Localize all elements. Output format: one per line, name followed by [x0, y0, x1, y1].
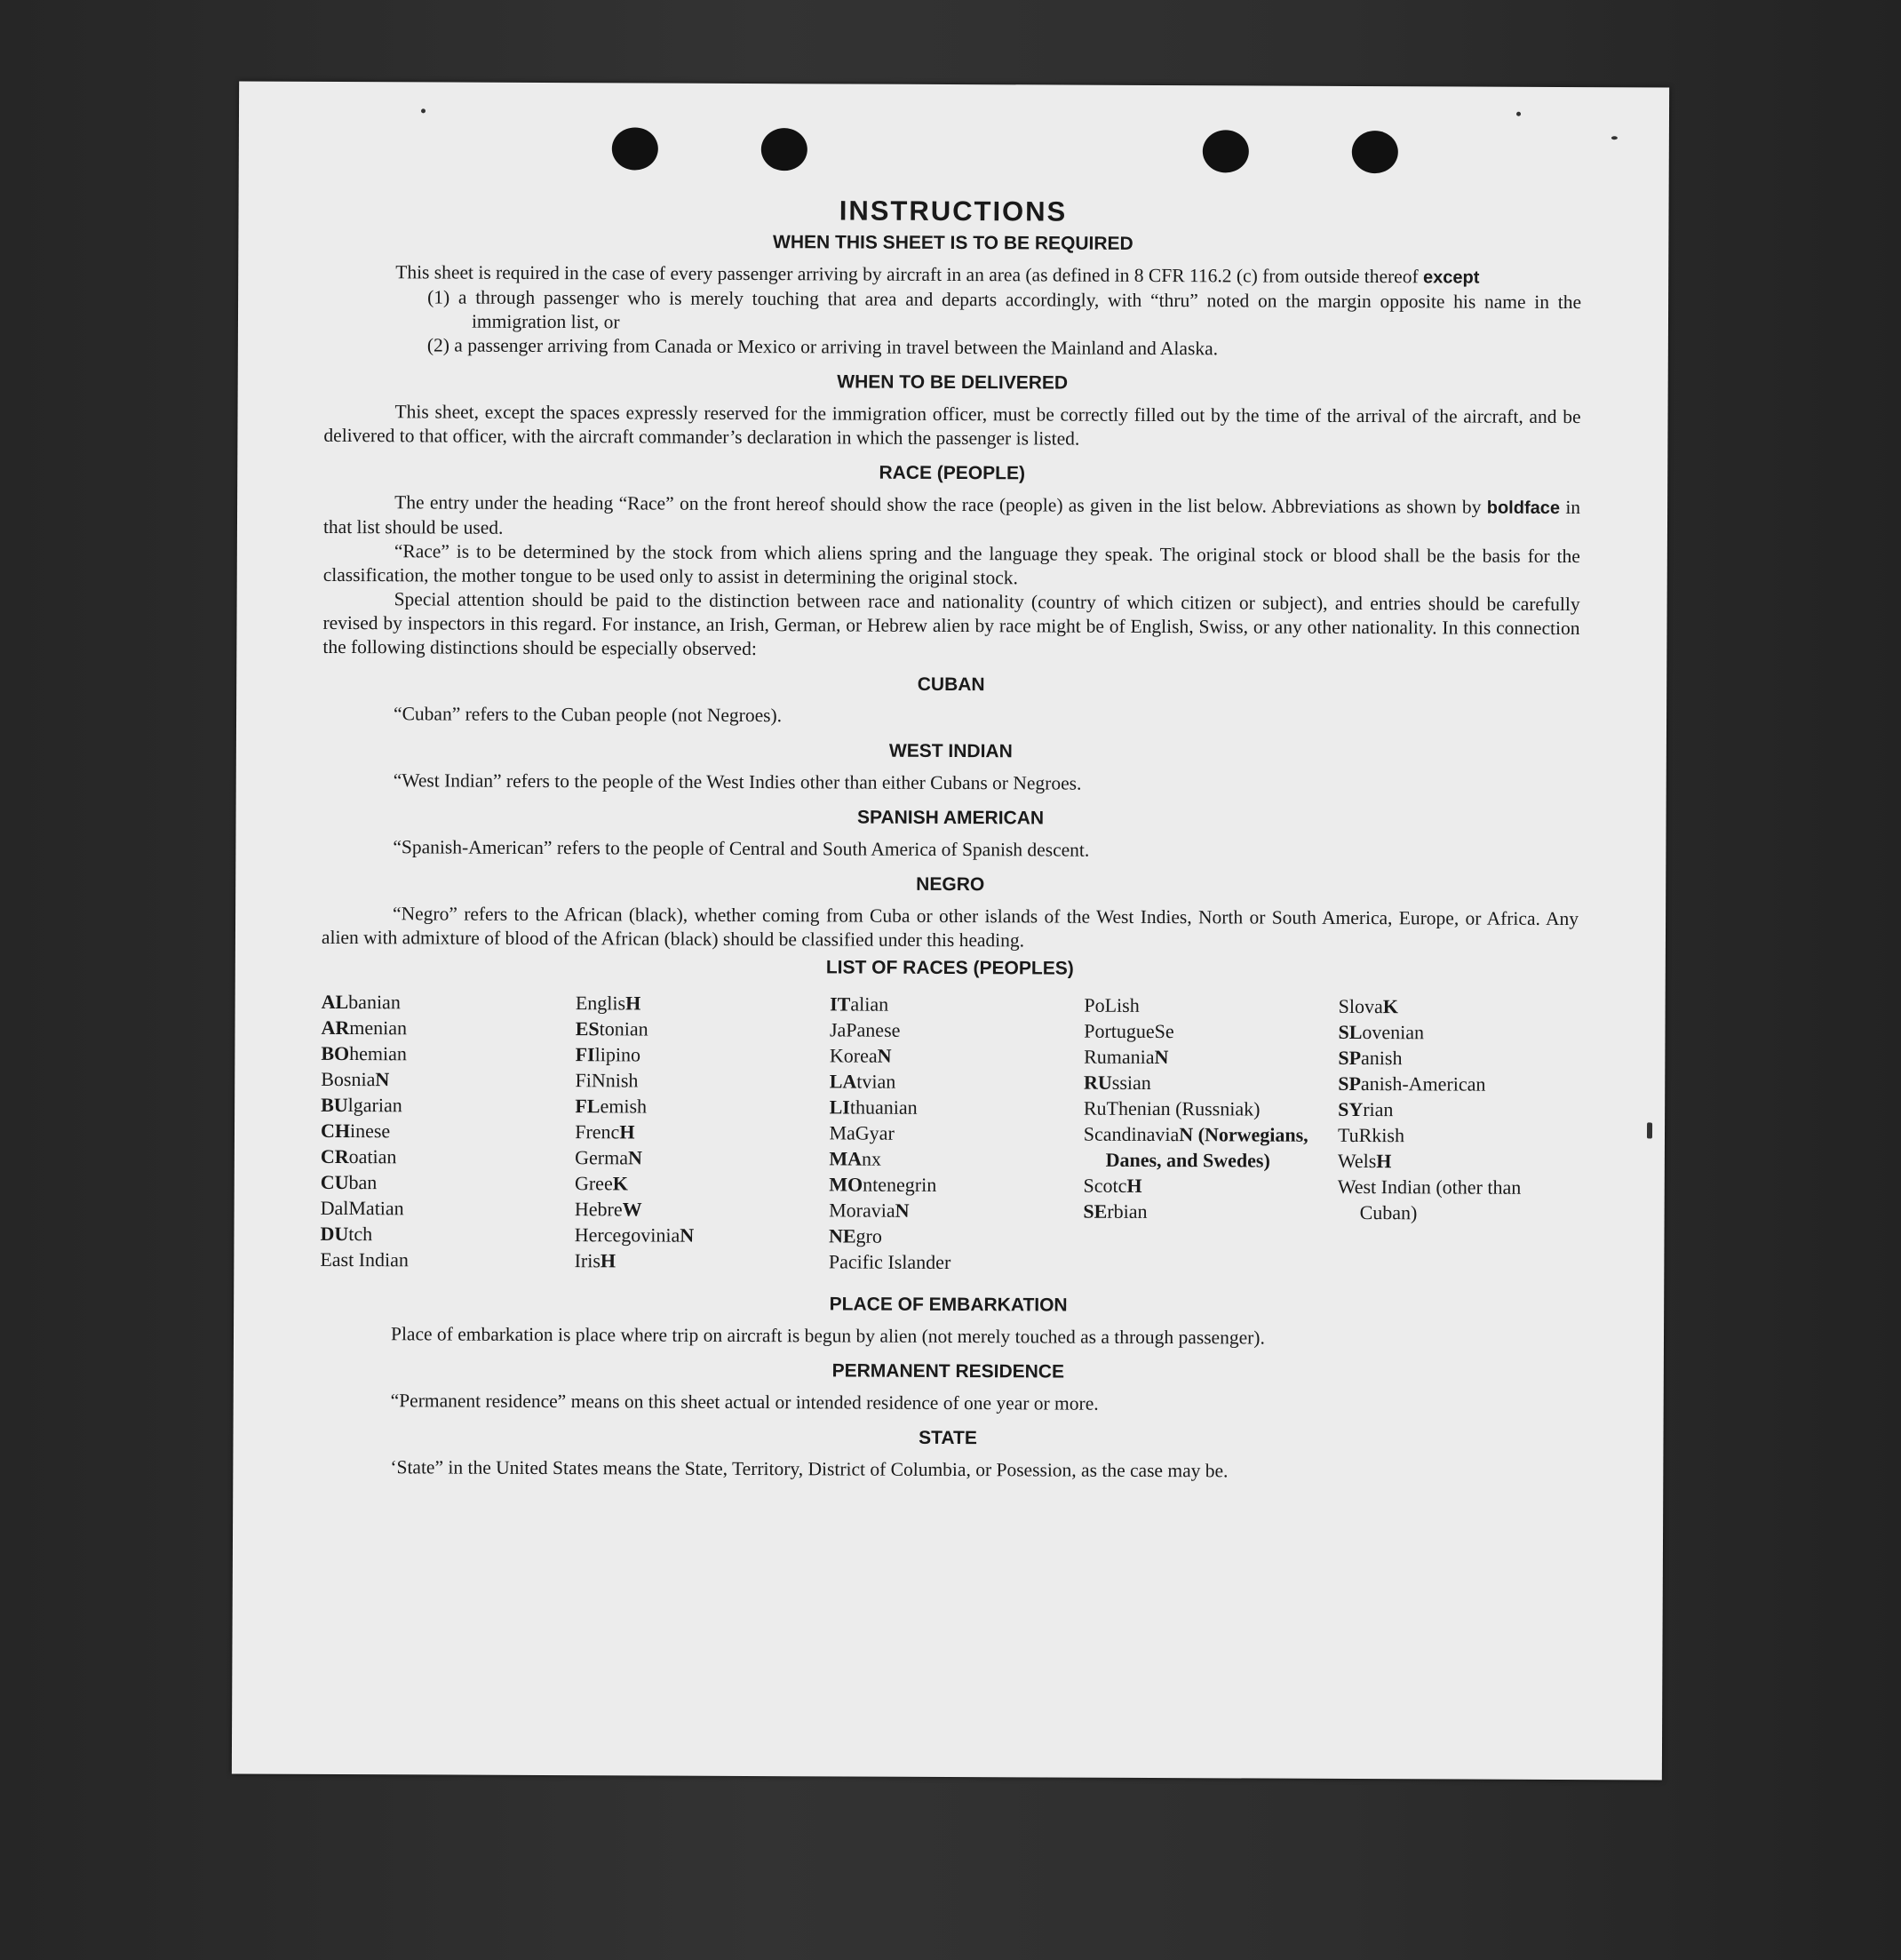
race-entry [829, 1197, 1069, 1223]
race-name: Bosnia [321, 1067, 376, 1091]
race-column [320, 989, 561, 1273]
race-abbrev: RU [1083, 1071, 1112, 1094]
west-indian-text: “West Indian” refers to the people of the West Indies other than either Cubans or Negroes. [393, 769, 1082, 794]
race-abbrev: SP [1338, 1046, 1362, 1070]
race-entry [1338, 1019, 1578, 1046]
race-name: nx [861, 1147, 882, 1170]
race-entry [1338, 1174, 1578, 1226]
race-name: menian [349, 1016, 408, 1040]
race-name: lipino [594, 1043, 641, 1066]
race-abbrev: DU [320, 1222, 349, 1246]
race-name: Iris [574, 1249, 601, 1272]
race-entry [1083, 1173, 1323, 1199]
race-name: Germa [575, 1146, 629, 1169]
race-name: Slova [1338, 994, 1383, 1018]
race-abbrev-tail: N [877, 1044, 892, 1067]
race-name: Korea [829, 1044, 878, 1067]
heading-negro: NEGRO [916, 873, 985, 896]
scan-speck [1516, 112, 1521, 116]
race-name: gro [855, 1224, 882, 1247]
race-name: MaGyar [829, 1121, 895, 1144]
race-entry [830, 1042, 1070, 1069]
race-name: anish-American [1360, 1072, 1486, 1096]
race-abbrev: CU [320, 1170, 349, 1194]
race-entry [575, 1196, 815, 1223]
race-name: anish [1361, 1047, 1403, 1070]
race-name: inese [349, 1119, 391, 1143]
race-abbrev: IT [830, 992, 851, 1016]
race-name: Scotc [1083, 1174, 1127, 1197]
race-name: TuRkish [1337, 1123, 1405, 1147]
race-abbrev-tail: N [375, 1068, 390, 1091]
race-abbrev: SE [1083, 1199, 1108, 1223]
race-entry [1084, 1018, 1324, 1045]
race-entry [576, 1041, 815, 1068]
heading-when-required: WHEN THIS SHEET IS TO BE REQUIRED [773, 232, 1133, 254]
race-entry [575, 1093, 815, 1119]
races-list [320, 989, 1578, 1278]
state-text: ‘State” in the United States means the State, Territory, District of Columbia, or Posession, as the case may be. [390, 1456, 1229, 1482]
race-name: lgarian [347, 1094, 402, 1117]
heading-cuban: CUBAN [917, 673, 985, 696]
race-name: tch [348, 1223, 373, 1246]
heading-west-indian: WEST INDIAN [888, 740, 1013, 762]
race-abbrev: LI [829, 1096, 850, 1119]
race-name: ntenegrin [863, 1173, 937, 1196]
race-abbrev: FI [575, 1043, 595, 1066]
race-name: hemian [349, 1042, 408, 1065]
race-entry [320, 1221, 560, 1247]
heading-when-delivered: WHEN TO BE DELIVERED [837, 371, 1069, 394]
race-entry [829, 1171, 1069, 1198]
race-entry [1083, 1199, 1323, 1225]
race-name: East Indian [320, 1247, 410, 1271]
race-entry [575, 1247, 815, 1274]
race-entry [575, 1119, 815, 1145]
spanish-american-text: “Spanish-American” refers to the people of Central and South America of Spanish descent. [393, 836, 1090, 861]
race-entry [1338, 1071, 1578, 1097]
race-entry [576, 1016, 815, 1042]
race-entry [1084, 1121, 1324, 1174]
race-name: Wels [1337, 1149, 1377, 1173]
race-abbrev: CH [320, 1119, 351, 1143]
race-entry [830, 991, 1070, 1017]
race-entry [321, 1143, 561, 1170]
race-entry [829, 1145, 1069, 1172]
residence-text: “Permanent residence” means on this sheet actual or intended residence of one year or more. [390, 1390, 1099, 1414]
punch-hole [1203, 130, 1249, 172]
race-name: ovenian [1362, 1021, 1425, 1044]
delivered-text: This sheet, except the spaces expressly reserved for the immigration officer, must be correctly filled out by the time of the arrival of the aircraft, and be delivered to that officer, with the aircraft commander’s declaration in which the passenger is listed. [323, 401, 1581, 450]
race-abbrev-tail: H [600, 1249, 616, 1272]
race-name: Pacific Islander [828, 1250, 951, 1274]
race-name: Hebre [574, 1198, 623, 1221]
punch-hole [761, 128, 807, 171]
race-entry [1338, 1045, 1578, 1072]
race-column [1337, 993, 1578, 1278]
race-abbrev: AL [321, 990, 349, 1014]
race-name: ban [348, 1171, 378, 1194]
race-entry [322, 989, 561, 1016]
race-abbrev-tail: N [680, 1223, 695, 1247]
race-paragraph-1 [323, 490, 1580, 545]
race-p1-text: The entry under the heading “Race” on the front hereof should show the race (people) as given in the list below. Abbreviations as shown by [394, 491, 1487, 518]
race-abbrev: NE [828, 1224, 856, 1247]
race-name: rian [1363, 1098, 1394, 1121]
race-entry [321, 1169, 561, 1196]
race-entry [320, 1247, 560, 1273]
negro-text: “Negro” refers to the African (black), whether coming from Cuba or other islands of the West Indies, North or South America, Europe, or Africa. Any alien with admixture of blood of the African (black) should be classified under this heading. [321, 903, 1579, 952]
race-entry [321, 1195, 561, 1222]
document-page [232, 81, 1669, 1780]
race-name: DalMatian [320, 1196, 404, 1220]
race-name: Scandinavia [1083, 1122, 1180, 1146]
race-entry [830, 1094, 1070, 1120]
punch-hole [612, 127, 658, 170]
race-column [829, 991, 1070, 1275]
cuban-text: “Cuban” refers to the Cuban people (not Negroes). [394, 703, 783, 727]
page-title: INSTRUCTIONS [839, 195, 1068, 227]
race-abbrev-tail: N [895, 1199, 910, 1222]
race-name: thuanian [849, 1096, 918, 1119]
race-entry [1084, 1096, 1324, 1122]
race-entry [830, 1016, 1070, 1043]
heading-list-of-races: LIST OF RACES (PEOPLES) [825, 957, 1074, 979]
race-abbrev: BO [321, 1041, 350, 1065]
race-name: Hercegovinia [574, 1223, 680, 1247]
race-entry [321, 1118, 561, 1144]
heading-spanish-american: SPANISH AMERICAN [856, 807, 1045, 829]
heading-permanent-residence: PERMANENT RESIDENCE [831, 1360, 1065, 1382]
race-entry [829, 1248, 1069, 1275]
race-entry [1084, 992, 1324, 1019]
race-abbrev: CR [320, 1144, 349, 1168]
race-paragraph-3: Special attention should be paid to the distinction between race and nationality (country of which citizen or subject), and entries should be carefully revised by inspectors in this regard. For instance, an Irish, German, or Hebrew alien by race might be of English, Swiss, or any other nationality. In this connection the following distinctions should be especially observed: [322, 588, 1580, 660]
scan-speck [1647, 1122, 1652, 1138]
race-abbrev-tail: H [625, 992, 641, 1015]
race-name: tvian [856, 1070, 896, 1093]
race-abbrev-tail: N [1154, 1046, 1169, 1069]
embarkation-text: Place of embarkation is place where trip on aircraft is begun by alien (not merely touched as a through passenger). [390, 1323, 1265, 1349]
race-name: JaPanese [829, 1018, 901, 1041]
race-abbrev: SY [1338, 1097, 1364, 1121]
race-abbrev: BU [321, 1093, 348, 1117]
race-name: alian [850, 992, 889, 1016]
race-name: banian [348, 991, 401, 1014]
race-name: RuThenian (Russniak) [1083, 1096, 1261, 1120]
race-name: ssian [1111, 1071, 1151, 1094]
race-name: FiNnish [575, 1069, 639, 1092]
race-name: tonian [599, 1017, 648, 1040]
race-name: Englis [575, 992, 626, 1015]
race-entry [1338, 1122, 1578, 1149]
race-entry [829, 1119, 1069, 1146]
race-name: Gree [574, 1172, 613, 1195]
required-item-1: (1) a through passenger who is merely touching that area and departs accordingly, with “thru” noted on the margin opposite his name in the immigration list, or [427, 286, 1582, 333]
race-entry [829, 1223, 1069, 1249]
race-entry [830, 1068, 1070, 1095]
race-abbrev: SL [1338, 1020, 1363, 1044]
race-abbrev: FL [575, 1095, 601, 1118]
race-p1-bold: boldface [1486, 498, 1561, 518]
race-entry [321, 1040, 561, 1067]
race-entry [575, 1067, 815, 1094]
race-p1-post: in that list should be used. [322, 496, 1581, 538]
race-entry [1084, 1070, 1324, 1096]
race-entry [1339, 993, 1579, 1020]
race-abbrev-tail: N (Norwegians, Danes, and Swedes) [1105, 1123, 1308, 1172]
race-abbrev-tail: H [1126, 1174, 1142, 1197]
race-name: Moravia [829, 1199, 895, 1222]
race-abbrev: ES [575, 1017, 600, 1040]
race-name: emish [600, 1095, 648, 1118]
race-abbrev-tail: H [1376, 1150, 1392, 1173]
race-entry [1338, 1096, 1578, 1123]
race-entry [321, 1015, 561, 1041]
instructions-body [319, 193, 1581, 1485]
race-entry [575, 1222, 815, 1248]
race-name: rbian [1107, 1199, 1148, 1223]
race-name: oatian [348, 1145, 397, 1168]
race-entry [575, 1170, 815, 1197]
race-name: West Indian (other than Cuban) [1337, 1175, 1522, 1224]
race-entry [321, 1092, 561, 1119]
race-abbrev: MA [829, 1147, 863, 1170]
race-name: PortugueSe [1084, 1019, 1174, 1043]
race-abbrev-tail: N [627, 1146, 642, 1169]
race-column [575, 990, 815, 1274]
scan-speck [1611, 136, 1618, 139]
race-entry [576, 990, 815, 1016]
race-name: PoLish [1084, 993, 1140, 1016]
required-item-2: (2) a passenger arriving from Canada or Mexico or arriving in travel between the Mainland and Alaska. [426, 334, 1219, 360]
race-abbrev: SP [1338, 1072, 1361, 1096]
punch-hole [1352, 131, 1398, 173]
race-abbrev-tail: K [1382, 995, 1398, 1018]
race-name: Rumania [1084, 1045, 1155, 1069]
race-abbrev: MO [829, 1173, 863, 1196]
race-abbrev: LA [829, 1070, 857, 1093]
race-name: Frenc [575, 1120, 620, 1143]
race-abbrev: AR [321, 1016, 350, 1040]
heading-state: STATE [919, 1427, 977, 1449]
race-abbrev-tail: H [619, 1120, 635, 1143]
race-abbrev-tail: W [622, 1198, 642, 1221]
race-entry [321, 1066, 561, 1093]
race-entry [575, 1144, 815, 1171]
required-intro-bold: except [1422, 267, 1480, 288]
race-column [1083, 992, 1324, 1277]
race-entry [1338, 1148, 1578, 1175]
required-intro-text: This sheet is required in the case of every passenger arriving by aircraft in an area (as defined in 8 CFR 116.2 (c) from outside thereof [395, 261, 1424, 288]
heading-race: RACE (PEOPLE) [879, 462, 1026, 484]
scan-speck [421, 108, 426, 113]
race-entry [1084, 1044, 1324, 1071]
heading-embarkation: PLACE OF EMBARKATION [829, 1294, 1068, 1316]
race-abbrev-tail: K [612, 1172, 628, 1195]
race-paragraph-2: “Race” is to be determined by the stock from which aliens spring and the language they speak. The original stock or blood shall be the basis for the classification, the mother tongue to be used only to assist in determining the original stock. [322, 540, 1580, 589]
